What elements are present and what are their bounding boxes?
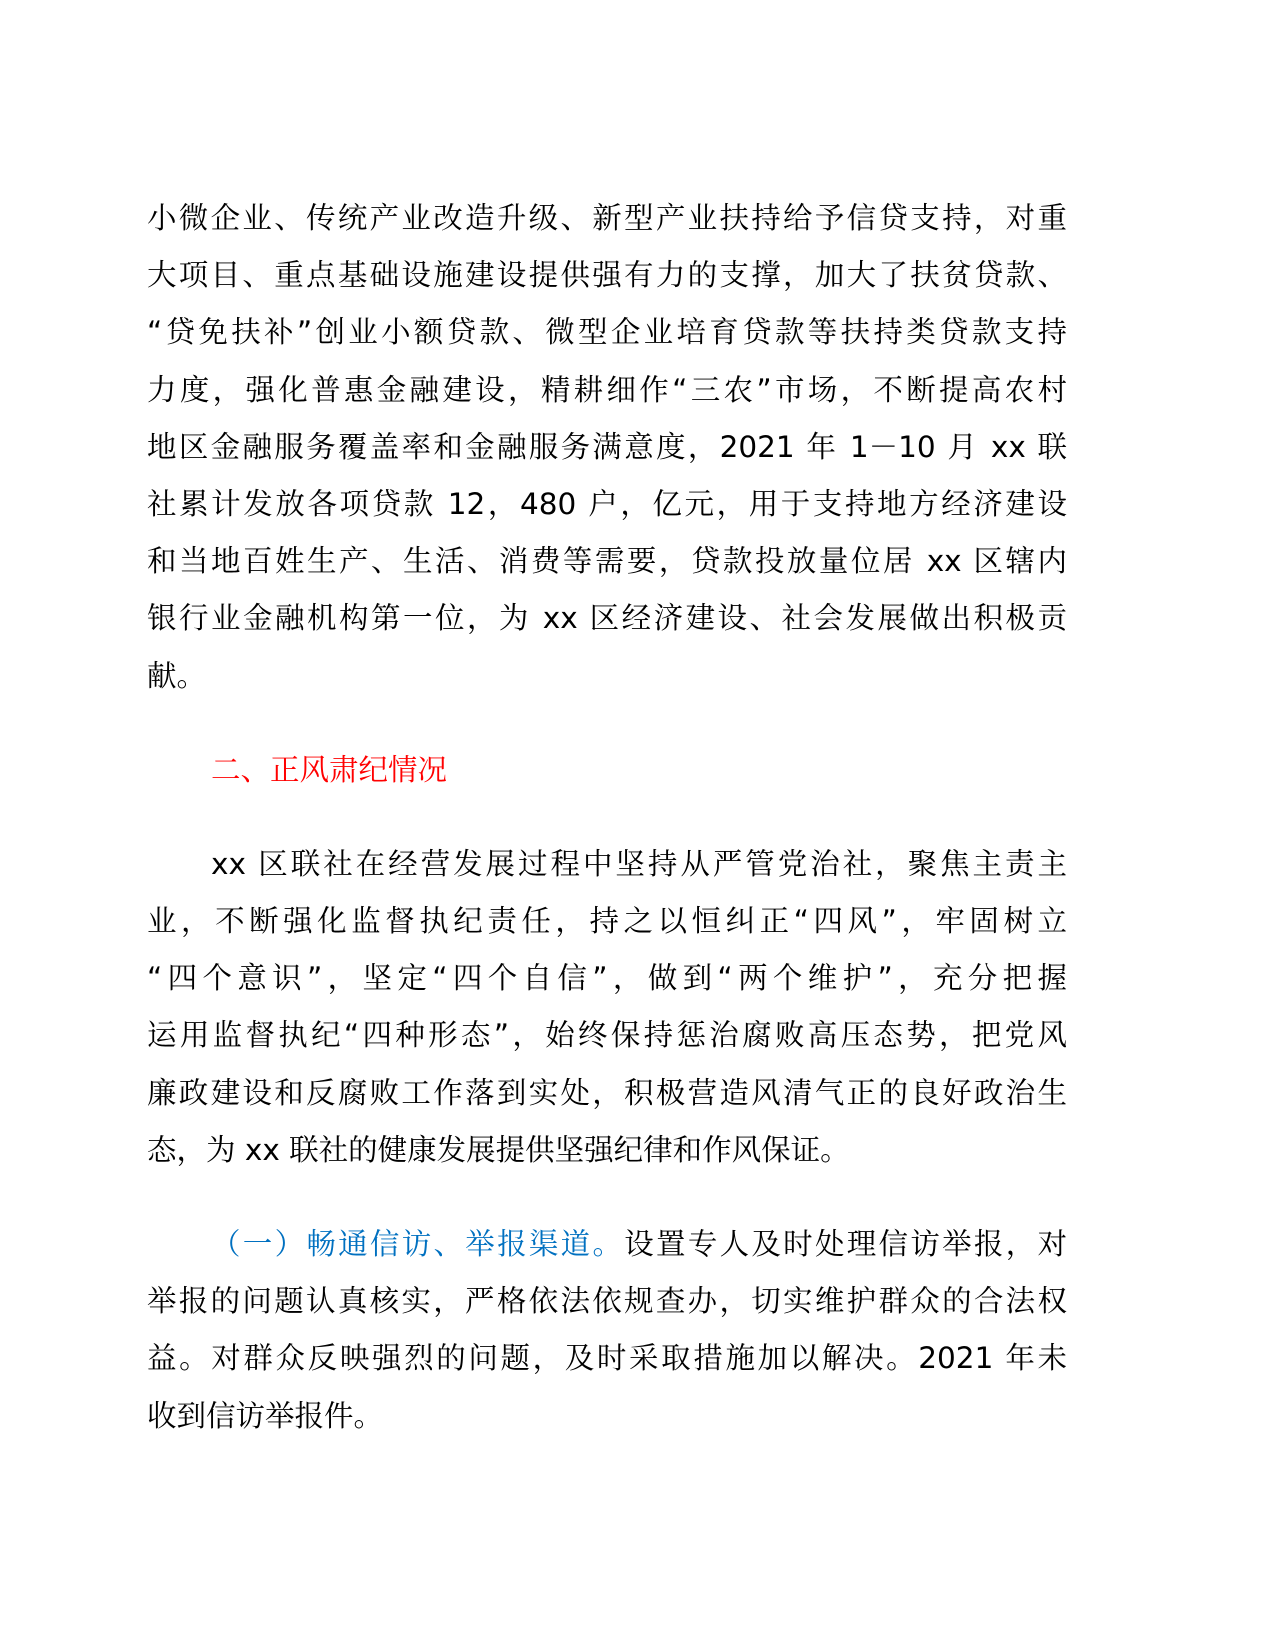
- paragraph-discipline: [147, 836, 1067, 1179]
- paragraph-line: 力度，强化普惠金融建设，精耕细作“三农”市场，不断提高农村: [147, 372, 1067, 407]
- paragraph-line: 举报的问题认真核实，严格依法依规查办，切实维护群众的合法权: [147, 1284, 1067, 1319]
- paragraph-line: 业，不断强化监督执纪责任，持之以恒纠正“四风”，牢固树立: [147, 904, 1067, 939]
- paragraph-line: 态，为 xx 联社的健康发展提供坚强纪律和作风保证。: [147, 1132, 850, 1167]
- paragraph-line: “贷免扶补”创业小额贷款、微型企业培育贷款等扶持类贷款支持: [147, 315, 1067, 350]
- section-heading: 二、正风肃纪情况: [211, 752, 448, 787]
- paragraph-line: 运用监督执纪“四种形态”，始终保持惩治腐败高压态势，把党风: [147, 1018, 1067, 1053]
- paragraph-line: 收到信访举报件。: [147, 1398, 384, 1433]
- paragraph-first-line: [147, 1216, 1067, 1273]
- paragraph-line: xx 区联社在经营发展过程中坚持从严管党治社，聚焦主责主: [211, 846, 1067, 881]
- subheading: （一）畅通信访、举报渠道。: [211, 1227, 625, 1262]
- document-page: [147, 190, 1067, 1445]
- paragraph-line: 益。对群众反映强烈的问题，及时采取措施加以解决。2021 年未: [147, 1341, 1067, 1376]
- paragraph-line: 献。: [147, 658, 207, 693]
- paragraph-line: 社累计发放各项贷款 12，480 户，亿元，用于支持地方经济建设: [147, 486, 1067, 521]
- paragraph-line: 银行业金融机构第一位，为 xx 区经济建设、社会发展做出积极贡: [147, 601, 1067, 636]
- paragraph-line: 廉政建设和反腐败工作落到实处，积极营造风清气正的良好政治生: [147, 1075, 1067, 1110]
- paragraph-line: 和当地百姓生产、生活、消费等需要，贷款投放量位居 xx 区辖内: [147, 544, 1067, 579]
- paragraph-line: 小微企业、传统产业改造升级、新型产业扶持给予信贷支持，对重: [147, 201, 1067, 235]
- paragraph-loans: [147, 190, 1067, 705]
- paragraph-line: “四个意识”，坚定“四个自信”，做到“两个维护”，充分把握: [147, 961, 1067, 996]
- paragraph-text: 设置专人及时处理信访举报，对: [624, 1227, 1067, 1262]
- paragraph-line: 地区金融服务覆盖率和金融服务满意度，2021 年 1－10 月 xx 联: [147, 429, 1067, 464]
- paragraph-petitions: [147, 1216, 1067, 1445]
- paragraph-line: 大项目、重点基础设施建设提供强有力的支撑，加大了扶贫贷款、: [147, 258, 1067, 293]
